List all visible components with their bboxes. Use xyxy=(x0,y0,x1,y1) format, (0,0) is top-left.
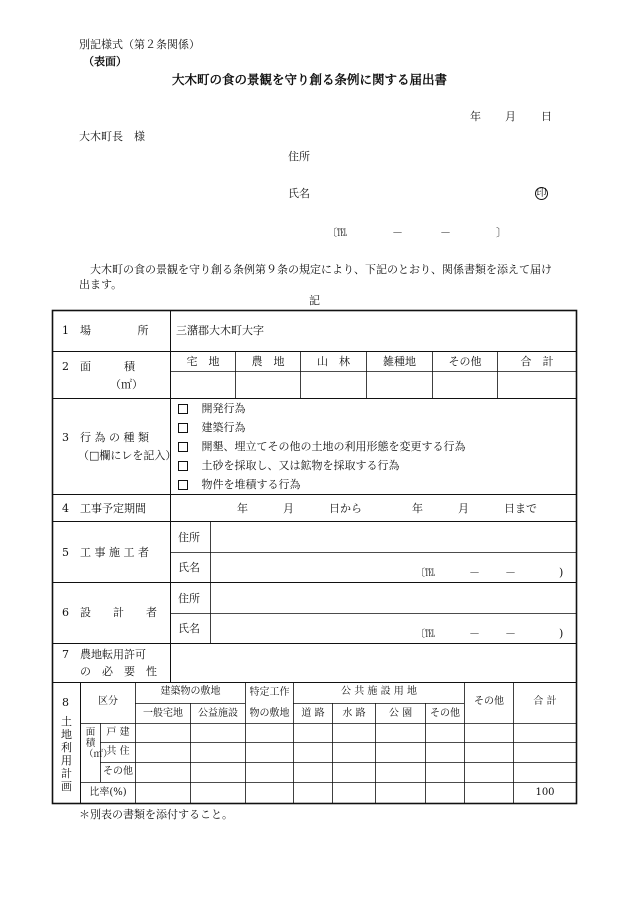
row8-road: 道 路 xyxy=(301,708,325,719)
row3-label: 行 為 の 種 類 xyxy=(80,431,149,444)
row6-tel-open: 〔℡ xyxy=(415,629,435,640)
option-stockpile-label: 物件を堆積する行為 xyxy=(201,478,301,491)
row5-tel-dash-2: － xyxy=(505,566,516,579)
row5-tel-open: 〔℡ xyxy=(415,568,435,579)
row2-label: 面 積 xyxy=(80,360,135,373)
checkbox-development[interactable] xyxy=(178,404,188,414)
option-development-label: 開発行為 xyxy=(201,402,246,415)
row8-general-residential: 一般宅地 xyxy=(143,708,183,719)
row2-col-residential: 宅 地 xyxy=(186,355,220,368)
row8-total: 合 計 xyxy=(533,696,557,707)
checkbox-mining[interactable] xyxy=(178,461,188,471)
row2-unit: （㎡） xyxy=(110,378,143,391)
row1-label: 場 所 xyxy=(80,324,149,337)
row2-number: 2 xyxy=(62,360,69,373)
row6-tel-dash-2: － xyxy=(505,627,516,640)
side-label: （表面） xyxy=(83,55,127,68)
row8-public-facility: 公益施設 xyxy=(198,708,238,719)
row2-col-farmland: 農 地 xyxy=(251,355,285,368)
row8-ratio-total: 100 xyxy=(535,787,555,798)
option-mining-label: 土砂を採取し、又は鉱物を採取する行為 xyxy=(201,459,400,472)
row2-col-total: 合 計 xyxy=(520,355,554,368)
row8-row-detached: 戸 建 xyxy=(106,727,130,738)
row5-name-label: 氏名 xyxy=(178,561,200,574)
intro-text: 大木町の食の景観を守り創る条例第９条の規定により、下記のとおり、関係書類を添えて届け出ます。 xyxy=(79,263,552,291)
tel-open: 〔℡ xyxy=(327,228,347,239)
row3-sub: （□欄にレを記入） xyxy=(78,449,177,462)
row2-col-other: その他 xyxy=(448,355,482,368)
row8-number: 8 xyxy=(62,696,69,709)
row8-park: 公 園 xyxy=(388,708,413,719)
option-construction[interactable] xyxy=(178,421,246,434)
option-land-change-label: 開墾、埋立てその他の土地の利用形態を変更する行為 xyxy=(201,440,466,453)
row5-tel-dash-1: － xyxy=(469,566,480,579)
row2-col-misc: 雑種地 xyxy=(383,355,416,368)
row6-number: 6 xyxy=(62,606,69,619)
row4-until: 日まで xyxy=(504,502,537,515)
applicant-address-label: 住所 xyxy=(288,150,310,163)
checkbox-land-change[interactable] xyxy=(178,442,188,452)
row6-address-label: 住所 xyxy=(178,592,200,605)
row8-public-land: 公 共 施 設 用 地 xyxy=(341,686,417,697)
option-development[interactable] xyxy=(178,402,246,415)
applicant-name-label: 氏名 xyxy=(288,187,310,200)
page-title: 大木町の食の景観を守り創る条例に関する届出書 xyxy=(172,72,448,87)
row8-row-other: その他 xyxy=(103,766,133,777)
row6-name-label: 氏名 xyxy=(178,622,200,635)
seal-icon: 印 xyxy=(536,188,547,199)
row4-year: 年 xyxy=(237,502,248,515)
row2-col-forest: 山 林 xyxy=(317,355,350,368)
row6-tel-dash-1: － xyxy=(469,627,480,640)
row4-month: 月 xyxy=(283,502,294,515)
tel-dash-1: － xyxy=(392,226,403,239)
row6-tel-close: ) xyxy=(559,627,564,640)
tel-dash-2: － xyxy=(440,226,451,239)
row8-label-vertical: 土地利用計画 xyxy=(61,715,72,793)
option-mining[interactable] xyxy=(178,459,400,472)
row4-year2: 年 xyxy=(412,502,423,515)
row5-address-label: 住所 xyxy=(178,531,200,544)
row4-from: 日から xyxy=(329,502,362,515)
row8-public-other: その他 xyxy=(430,708,460,719)
row5-label: 工 事 施 工 者 xyxy=(80,546,149,559)
row7-number: 7 xyxy=(62,648,69,661)
row8-row-shared: 共 住 xyxy=(106,746,130,757)
row6-label: 設 計 者 xyxy=(80,606,157,619)
row1-value: 三潴郡大木町大字 xyxy=(176,324,264,337)
checkbox-construction[interactable] xyxy=(178,423,188,433)
row8-area-label: 面積（㎡） xyxy=(84,727,113,760)
date-year: 年 xyxy=(470,110,481,123)
row7-label-line1: 農地転用許可 xyxy=(80,648,146,661)
row1-number: 1 xyxy=(62,324,69,337)
option-stockpile[interactable] xyxy=(178,478,301,491)
row8-special-line1: 特定工作 xyxy=(249,687,290,698)
form-label: 別記様式（第２条関係） xyxy=(79,38,200,51)
row5-number: 5 xyxy=(62,546,69,559)
row4-label: 工事予定期間 xyxy=(80,502,146,515)
option-construction-label: 建築行為 xyxy=(201,421,246,434)
footer-note: ＊別表の書類を添付すること。 xyxy=(79,808,233,821)
checkbox-stockpile[interactable] xyxy=(178,480,188,490)
row8-waterway: 水 路 xyxy=(342,708,366,719)
row8-kubun: 区分 xyxy=(98,696,118,707)
ki-label: 記 xyxy=(309,294,320,307)
row8-other: その他 xyxy=(474,696,504,707)
tel-close: 〕 xyxy=(496,226,507,239)
date-day: 日 xyxy=(541,110,552,123)
addressee: 大木町長 様 xyxy=(79,130,145,143)
row8-building-site: 建築物の敷地 xyxy=(160,686,221,697)
row7-label-line2: の 必 要 性 xyxy=(80,665,157,678)
option-land-change[interactable] xyxy=(178,440,466,453)
row4-month2: 月 xyxy=(458,502,469,515)
row4-number: 4 xyxy=(62,502,69,515)
date-month: 月 xyxy=(505,110,516,123)
row8-special-line2: 物の敷地 xyxy=(249,708,290,719)
row8-ratio-label: 比率(%) xyxy=(89,787,127,798)
row5-tel-close: ) xyxy=(559,566,564,579)
row3-number: 3 xyxy=(62,431,69,444)
